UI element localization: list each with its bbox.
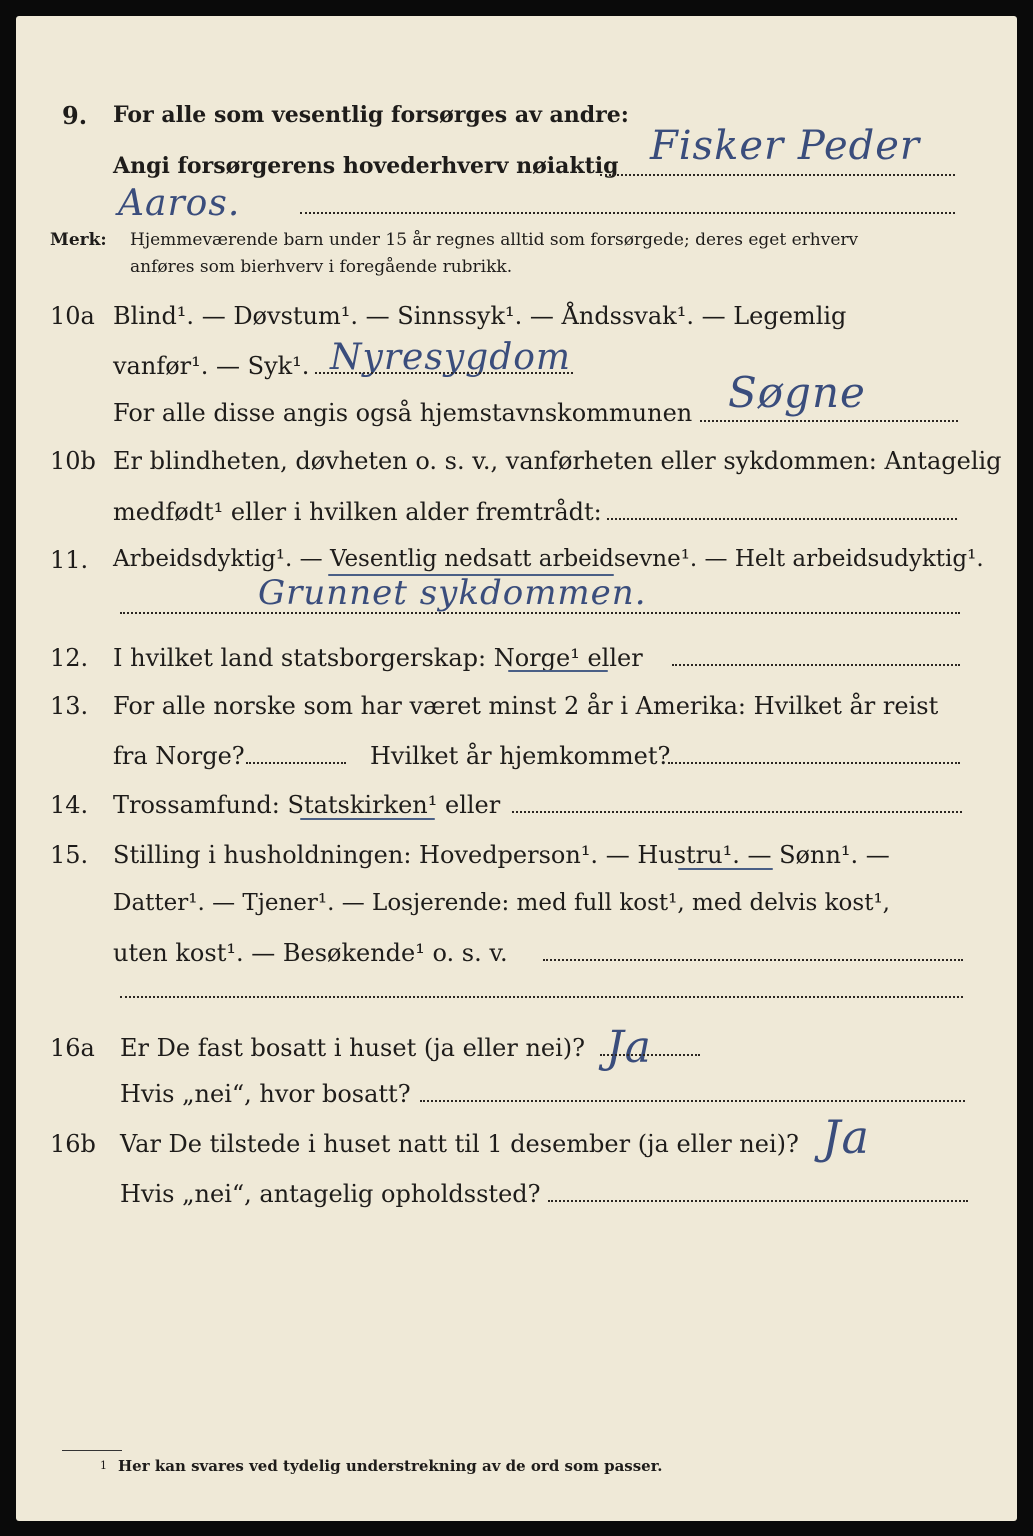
q12-line-1: I hvilket land statsborgerskap: Norge¹ eller bbox=[113, 644, 643, 672]
q16a-number: 16a bbox=[50, 1034, 95, 1062]
q10b-answer-line bbox=[607, 518, 957, 520]
merk-line-1: Hjemmeværende barn under 15 år regnes alltid som forsørgede; deres eget erhverv bbox=[130, 230, 859, 250]
q14-underline-statskirken bbox=[300, 818, 435, 820]
q10b-line-1: Er blindheten, døvheten o. s. v., vanførheten eller sykdommen: Antagelig bbox=[113, 447, 1002, 475]
q13-number: 13. bbox=[50, 692, 89, 720]
q11-answer-line bbox=[120, 612, 960, 614]
q15-answer-line-1 bbox=[543, 959, 963, 961]
q16a-residence-line bbox=[420, 1100, 965, 1102]
q15-underline-hustru bbox=[678, 868, 773, 870]
q16a-answer-line bbox=[600, 1054, 700, 1056]
q14-number: 14. bbox=[50, 791, 89, 819]
q14-answer-line bbox=[512, 811, 962, 813]
q10a-line-2: vanfør¹. — Syk¹. bbox=[113, 352, 310, 380]
q16b-location-line bbox=[548, 1200, 968, 1202]
q13-line-1: For alle norske som har været minst 2 år i Amerika: Hvilket år reist bbox=[113, 692, 939, 720]
footnote-mark: 1 bbox=[100, 1459, 107, 1472]
q13-line-2b: Hvilket år hjemkommet? bbox=[370, 742, 671, 770]
q10b-line-2: medfødt¹ eller i hvilken alder fremtrådt: bbox=[113, 498, 602, 526]
q10a-line-1: Blind¹. — Døvstum¹. — Sinnssyk¹. — Åndssvak¹. — Legemlig bbox=[113, 302, 847, 330]
q12-underline-norge bbox=[508, 670, 608, 672]
footnote-rule bbox=[62, 1450, 122, 1451]
q13-line-2a: fra Norge? bbox=[113, 742, 245, 770]
q12-answer-line bbox=[672, 664, 960, 666]
q15-number: 15. bbox=[50, 841, 89, 869]
q10a-municipality-line bbox=[700, 420, 958, 422]
q9-number: 9. bbox=[62, 101, 88, 130]
q13-departure-line bbox=[246, 762, 346, 764]
q12-number: 12. bbox=[50, 644, 89, 672]
q9-answer-line-2 bbox=[300, 212, 955, 214]
q16b-line-1: Var De tilstede i huset natt til 1 desember (ja eller nei)? bbox=[120, 1130, 799, 1158]
q15-line-2: Datter¹. — Tjener¹. — Losjerende: med full kost¹, med delvis kost¹, bbox=[113, 890, 890, 916]
q16b-answer: Ja bbox=[822, 1110, 870, 1164]
q10a-line-3: For alle disse angis også hjemstavnskommunen bbox=[113, 399, 693, 427]
q11-line-1: Arbeidsdyktig¹. — Vesentlig nedsatt arbeidsevne¹. — Helt arbeidsudyktig¹. bbox=[113, 546, 984, 572]
q9-instruction: Angi forsørgerens hovederhverv nøiaktig bbox=[113, 153, 619, 179]
q11-number: 11. bbox=[50, 546, 89, 574]
q16a-answer: Ja bbox=[606, 1022, 652, 1073]
q16a-line-1: Er De fast bosatt i huset (ja eller nei)? bbox=[120, 1034, 586, 1062]
merk-line-2: anføres som bierhverv i foregående rubrikk. bbox=[130, 257, 513, 277]
q10a-answer-municipality: Søgne bbox=[728, 368, 866, 417]
q15-answer-line-2 bbox=[120, 996, 963, 998]
q10a-answer-illness: Nyresygdom bbox=[330, 337, 572, 378]
q16b-number: 16b bbox=[50, 1130, 96, 1158]
q15-line-1: Stilling i husholdningen: Hovedperson¹. — Hustru¹. — Sønn¹. — bbox=[113, 841, 890, 869]
q14-line-1: Trossamfund: Statskirken¹ eller bbox=[113, 791, 501, 819]
q10b-number: 10b bbox=[50, 447, 96, 475]
q9-answer-line-1 bbox=[600, 174, 955, 176]
q13-return-line bbox=[668, 762, 960, 764]
q9-answer-place: Aaros. bbox=[118, 183, 241, 224]
q16a-line-2: Hvis „nei“, hvor bosatt? bbox=[120, 1080, 411, 1108]
q15-line-3: uten kost¹. — Besøkende¹ o. s. v. bbox=[113, 939, 508, 967]
q10a-number: 10a bbox=[50, 302, 95, 330]
footnote-text: Her kan svares ved tydelig understrekning av de ord som passer. bbox=[118, 1457, 663, 1475]
q10a-answer-line bbox=[315, 372, 573, 374]
q11-answer: Grunnet sykdommen. bbox=[258, 573, 647, 613]
q9-answer-occupation: Fisker Peder bbox=[650, 123, 921, 169]
merk-label: Merk: bbox=[50, 230, 107, 250]
q16b-line-2: Hvis „nei“, antagelig opholdssted? bbox=[120, 1180, 541, 1208]
q9-question: For alle som vesentlig forsørges av andre: bbox=[113, 102, 629, 128]
